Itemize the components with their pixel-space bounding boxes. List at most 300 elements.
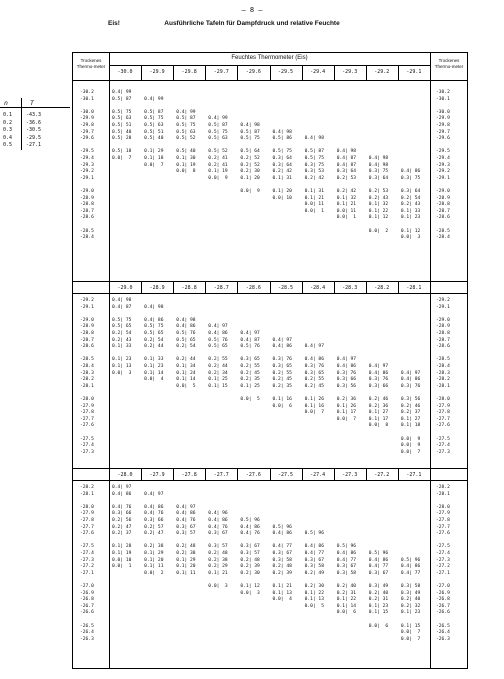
vapor-humidity-cell: 0.4| 86 bbox=[400, 564, 421, 570]
vapor-humidity-cell: 0.4| 97 bbox=[112, 485, 132, 490]
dry-temp-right: -30.0 bbox=[436, 109, 450, 115]
vapor-humidity-cell: 0.2| 55 bbox=[272, 370, 292, 376]
header-bottom-rule bbox=[72, 80, 468, 81]
vapor-humidity-cell: 0.4| 97 bbox=[336, 357, 357, 363]
vapor-humidity-cell: 0.5| 87 bbox=[144, 109, 164, 115]
vapor-humidity-cell: 0.1| 19 bbox=[176, 162, 196, 168]
vapor-humidity-cell: 0.3| 58 bbox=[400, 584, 421, 589]
vapor-humidity-cell: 0.0| 11 bbox=[336, 208, 357, 214]
dry-temp-left: -28.4 bbox=[80, 235, 94, 241]
vapor-humidity-cell: 0.1| 13 bbox=[112, 364, 132, 369]
vapor-humidity-cell: 0.1| 15 bbox=[400, 623, 421, 629]
column-rule bbox=[237, 65, 238, 80]
dry-temp-right: -27.8 bbox=[436, 410, 450, 416]
block-header-rule bbox=[72, 293, 468, 294]
column-rule bbox=[270, 65, 271, 80]
dry-temp-left: -29.1 bbox=[80, 304, 94, 310]
column-header: -28.8 bbox=[181, 285, 197, 291]
vapor-humidity-cell: 0.5| 87 bbox=[304, 149, 324, 155]
vapor-humidity-cell: 0.2| 41 bbox=[208, 156, 228, 161]
dry-temp-right: -28.4 bbox=[436, 364, 450, 369]
dry-temp-right: -29.1 bbox=[436, 304, 450, 310]
conv-divider bbox=[21, 98, 22, 150]
dry-temp-right: -27.2 bbox=[436, 564, 450, 570]
dry-temp-left: -29.0 bbox=[80, 317, 94, 323]
dry-temp-right: -26.3 bbox=[436, 636, 450, 642]
vapor-humidity-cell: 0.0| 1 bbox=[336, 215, 357, 221]
vapor-humidity-cell: 0.1| 29 bbox=[176, 557, 196, 563]
vapor-humidity-cell: 0.2| 35 bbox=[240, 377, 260, 383]
vapor-humidity-cell: 0.5| 75 bbox=[144, 324, 164, 330]
vapor-humidity-cell: 0.4| 98 bbox=[336, 149, 357, 155]
vapor-humidity-cell: 0.5| 75 bbox=[112, 109, 132, 115]
dry-temp-right: -30.1 bbox=[436, 96, 450, 102]
column-rule bbox=[334, 468, 335, 480]
vapor-humidity-cell: 0.1| 12 bbox=[400, 228, 421, 234]
column-header: -28.4 bbox=[310, 285, 326, 291]
dry-temp-left: -29.8 bbox=[80, 123, 94, 128]
column-header: -29.8 bbox=[181, 69, 197, 75]
dry-temp-left: -27.7 bbox=[80, 416, 94, 422]
vapor-humidity-cell: 0.2| 55 bbox=[240, 364, 260, 369]
vapor-humidity-cell: 0.0| 9 bbox=[208, 175, 228, 181]
dry-temp-right: -29.9 bbox=[436, 116, 450, 122]
vapor-humidity-cell: 0.0| 3 bbox=[400, 235, 421, 241]
vapor-humidity-cell: 0.0| 11 bbox=[304, 202, 324, 208]
vapor-humidity-cell: 0.4| 98 bbox=[176, 317, 196, 323]
dry-temp-left: -27.4 bbox=[80, 551, 94, 556]
column-rule bbox=[173, 468, 174, 480]
vapor-humidity-cell: 0.3| 67 bbox=[272, 551, 292, 556]
dry-temp-right: -29.3 bbox=[436, 162, 450, 168]
vapor-humidity-cell: 0.2| 46 bbox=[368, 397, 389, 402]
vapor-humidity-cell: 0.4| 76 bbox=[240, 531, 260, 537]
vapor-humidity-cell: 0.4| 87 bbox=[336, 156, 357, 161]
vapor-humidity-cell: 0.3| 56 bbox=[400, 397, 421, 402]
vapor-humidity-cell: 0.2| 57 bbox=[144, 524, 164, 530]
conv-t-cell: -29.5 bbox=[26, 134, 42, 141]
dry-temp-left: -28.7 bbox=[80, 337, 94, 343]
vapor-humidity-cell: 0.5| 75 bbox=[240, 136, 260, 142]
vapor-humidity-cell: 0.2| 30 bbox=[304, 584, 324, 589]
vapor-humidity-cell: 0.3| 53 bbox=[304, 169, 324, 175]
vapor-humidity-cell: 0.5| 87 bbox=[208, 123, 228, 128]
vapor-humidity-cell: 0.4| 76 bbox=[208, 524, 228, 530]
dry-temp-right: -28.2 bbox=[436, 485, 450, 490]
column-rule bbox=[270, 468, 271, 480]
vapor-humidity-cell: 0.2| 44 bbox=[176, 357, 196, 363]
vapor-humidity-cell: 0.4| 77 bbox=[304, 551, 324, 556]
dry-temp-right: -27.6 bbox=[436, 423, 450, 429]
vapor-humidity-cell: 0.4| 86 bbox=[368, 557, 389, 563]
dry-temp-right: -27.4 bbox=[436, 551, 450, 556]
vapor-humidity-cell: 0.2| 36 bbox=[336, 397, 357, 402]
vapor-humidity-cell: 0.4| 98 bbox=[112, 298, 132, 303]
vapor-humidity-cell: 0.3| 64 bbox=[368, 175, 389, 181]
vapor-humidity-cell: 0.2| 47 bbox=[144, 531, 164, 537]
dry-temp-left: -29.3 bbox=[80, 162, 94, 168]
vapor-humidity-cell: 0.1| 14 bbox=[144, 370, 164, 376]
column-rule bbox=[398, 468, 399, 480]
dry-temp-right: -28.2 bbox=[436, 377, 450, 383]
vapor-humidity-cell: 0.1| 16 bbox=[304, 403, 324, 409]
dry-temp-right: -27.6 bbox=[436, 531, 450, 537]
dry-temp-right: -29.1 bbox=[436, 175, 450, 181]
vapor-humidity-cell: 0.3| 66 bbox=[368, 383, 389, 389]
vapor-humidity-cell: 0.5| 75 bbox=[144, 116, 164, 122]
vapor-humidity-cell: 0.0| 6 bbox=[368, 623, 389, 629]
vapor-humidity-cell: 0.3| 64 bbox=[272, 156, 292, 161]
vapor-humidity-cell: 0.1| 20 bbox=[272, 189, 292, 194]
vapor-humidity-cell: 0.1| 23 bbox=[368, 603, 389, 609]
vapor-humidity-cell: 0.0| 4 bbox=[272, 597, 292, 603]
vapor-humidity-cell: 0.4| 86 bbox=[176, 324, 196, 330]
vapor-humidity-cell: 0.4| 87 bbox=[112, 304, 132, 310]
conv-head-t: T bbox=[30, 99, 34, 107]
vapor-humidity-cell: 0.2| 44 bbox=[208, 364, 228, 369]
vapor-humidity-cell: 0.2| 39 bbox=[272, 570, 292, 576]
conv-n-cell: 0.2 bbox=[3, 119, 13, 126]
dry-temp-left: -26.7 bbox=[80, 603, 94, 609]
vapor-humidity-cell: 0.1| 32 bbox=[368, 202, 389, 208]
vapor-humidity-cell: 0.1| 11 bbox=[176, 570, 196, 576]
vapor-humidity-cell: 0.2| 38 bbox=[176, 551, 196, 556]
vapor-humidity-cell: 0.1| 23 bbox=[144, 364, 164, 369]
vapor-humidity-cell: 0.4| 77 bbox=[400, 570, 421, 576]
dry-temp-right: -29.7 bbox=[436, 129, 450, 135]
vapor-humidity-cell: 0.4| 99 bbox=[112, 90, 132, 95]
vapor-humidity-cell: 0.0| 7 bbox=[400, 449, 421, 455]
vapor-humidity-cell: 0.1| 31 bbox=[304, 189, 324, 194]
column-header: -29.1 bbox=[406, 69, 422, 75]
column-header: -27.3 bbox=[342, 472, 358, 478]
table-right-rule bbox=[467, 52, 468, 669]
conv-t-cell: -36.6 bbox=[26, 119, 42, 126]
vapor-humidity-cell: 0.2| 53 bbox=[368, 189, 389, 194]
dry-temp-left: -27.4 bbox=[80, 443, 94, 449]
vapor-humidity-cell: 0.5| 18 bbox=[112, 149, 132, 155]
column-rule bbox=[398, 281, 399, 293]
vapor-humidity-cell: 0.1| 21 bbox=[304, 195, 324, 201]
vapor-humidity-cell: 0.0| 5 bbox=[240, 397, 260, 402]
vapor-humidity-cell: 0.4| 86 bbox=[176, 511, 196, 517]
dry-temp-left: -27.2 bbox=[80, 564, 94, 570]
dry-temp-left: -28.1 bbox=[80, 383, 94, 389]
vapor-humidity-cell: 0.3| 57 bbox=[240, 551, 260, 556]
vapor-humidity-cell: 0.2| 42 bbox=[304, 175, 324, 181]
vapor-humidity-cell: 0.2| 54 bbox=[400, 195, 421, 201]
vapor-humidity-cell: 0.1| 27 bbox=[400, 416, 421, 422]
dry-temp-left: -27.9 bbox=[80, 403, 94, 409]
page-header bbox=[0, 20, 504, 27]
vapor-humidity-cell: 0.5| 63 bbox=[176, 129, 196, 135]
vapor-humidity-cell: 0.0| 7 bbox=[400, 636, 421, 642]
vapor-humidity-cell: 0.1| 20 bbox=[144, 557, 164, 563]
vapor-humidity-cell: 0.4| 86 bbox=[144, 504, 164, 510]
vapor-humidity-cell: 0.2| 36 bbox=[368, 403, 389, 409]
vapor-humidity-cell: 0.3| 67 bbox=[336, 564, 357, 570]
column-rule bbox=[237, 281, 238, 293]
vapor-humidity-cell: 0.4| 97 bbox=[400, 370, 421, 376]
vapor-humidity-cell: 0.5| 87 bbox=[176, 116, 196, 122]
vapor-humidity-cell: 0.2| 52 bbox=[240, 156, 260, 161]
column-header: -27.1 bbox=[406, 472, 422, 478]
vapor-humidity-cell: 0.1| 23 bbox=[112, 357, 132, 363]
vapor-humidity-cell: 0.2| 55 bbox=[304, 377, 324, 383]
dry-temp-right: -28.7 bbox=[436, 208, 450, 214]
vapor-humidity-cell: 0.4| 86 bbox=[208, 518, 228, 523]
vapor-humidity-cell: 0.4| 97 bbox=[144, 491, 164, 497]
vapor-humidity-cell: 0.4| 86 bbox=[336, 551, 357, 556]
vapor-humidity-cell: 0.5| 87 bbox=[112, 96, 132, 102]
vapor-humidity-cell: 0.2| 40 bbox=[368, 590, 389, 596]
column-header: -29.5 bbox=[277, 69, 294, 75]
dry-temp-right: -26.5 bbox=[436, 623, 450, 629]
vapor-humidity-cell: 0.3| 58 bbox=[304, 564, 324, 570]
vapor-humidity-cell: 0.1| 33 bbox=[112, 344, 132, 350]
table-title: Feuchtes Thermometer (Eis) bbox=[231, 55, 308, 61]
vapor-humidity-cell: 0.1| 18 bbox=[400, 423, 421, 429]
vapor-humidity-cell: 0.4| 86 bbox=[400, 377, 421, 383]
vapor-humidity-cell: 0.5| 96 bbox=[368, 551, 389, 556]
vapor-humidity-cell: 0.5| 63 bbox=[112, 116, 132, 122]
vapor-humidity-cell: 0.2| 38 bbox=[208, 557, 228, 563]
vapor-humidity-cell: 0.4| 77 bbox=[368, 564, 389, 570]
vapor-humidity-cell: 0.0| 3 bbox=[208, 584, 228, 589]
page-number: — 8 — bbox=[241, 6, 263, 14]
vapor-humidity-cell: 0.5| 75 bbox=[272, 149, 292, 155]
dry-temp-right: -29.2 bbox=[436, 298, 450, 303]
vapor-humidity-cell: 0.4| 77 bbox=[336, 557, 357, 563]
vapor-humidity-cell: 0.0| 7 bbox=[112, 156, 132, 161]
dry-temp-left: -27.8 bbox=[80, 518, 94, 523]
column-header: -28.5 bbox=[277, 285, 294, 291]
vapor-humidity-cell: 0.0| 2 bbox=[368, 228, 389, 234]
column-rule bbox=[366, 65, 367, 80]
vapor-humidity-cell: 0.4| 86 bbox=[144, 317, 164, 323]
vapor-humidity-cell: 0.2| 35 bbox=[272, 383, 292, 389]
vapor-humidity-cell: 0.4| 86 bbox=[336, 364, 357, 369]
vapor-humidity-cell: 0.2| 48 bbox=[176, 544, 196, 550]
dry-temp-right: -27.8 bbox=[436, 518, 450, 523]
vapor-humidity-cell: 0.3| 49 bbox=[368, 584, 389, 589]
column-header: -27.9 bbox=[149, 472, 165, 478]
dry-temp-left: -28.1 bbox=[80, 491, 94, 497]
column-rule bbox=[141, 281, 142, 293]
vapor-humidity-cell: 0.2| 43 bbox=[400, 202, 421, 208]
vapor-humidity-cell: 0.0| 7 bbox=[144, 162, 164, 168]
vapor-humidity-cell: 0.5| 51 bbox=[112, 123, 132, 128]
dry-temp-left: -28.9 bbox=[80, 324, 94, 330]
dry-temp-left: -28.6 bbox=[80, 215, 94, 221]
dry-temp-left: -28.2 bbox=[80, 377, 94, 383]
dry-temp-left: -29.0 bbox=[80, 189, 94, 194]
vapor-humidity-cell: 0.3| 65 bbox=[304, 370, 324, 376]
conv-head-n: n bbox=[4, 99, 8, 107]
vapor-humidity-cell: 0.0| 2 bbox=[144, 570, 164, 576]
column-rule bbox=[366, 468, 367, 480]
vapor-humidity-cell: 0.3| 76 bbox=[304, 364, 324, 369]
dry-temp-left: -28.8 bbox=[80, 202, 94, 208]
column-header: -28.0 bbox=[117, 472, 133, 478]
vapor-humidity-cell: 0.5| 64 bbox=[240, 149, 260, 155]
vapor-humidity-cell: 0.2| 31 bbox=[336, 590, 357, 596]
vapor-humidity-cell: 0.2| 39 bbox=[240, 564, 260, 570]
vapor-humidity-cell: 0.2| 48 bbox=[208, 551, 228, 556]
dry-temp-right: -28.8 bbox=[436, 331, 450, 336]
column-header: -29.7 bbox=[213, 69, 229, 75]
vapor-humidity-cell: 0.1| 18 bbox=[144, 156, 164, 161]
dry-temp-right: -27.0 bbox=[436, 584, 450, 589]
dry-temp-left: -28.0 bbox=[80, 504, 94, 510]
vapor-humidity-cell: 0.3| 58 bbox=[336, 570, 357, 576]
vapor-humidity-cell: 0.5| 75 bbox=[304, 156, 324, 161]
vapor-humidity-cell: 0.2| 29 bbox=[208, 564, 228, 570]
vapor-humidity-cell: 0.1| 29 bbox=[144, 551, 164, 556]
dry-temp-right: -28.7 bbox=[436, 337, 450, 343]
vapor-humidity-cell: 0.3| 66 bbox=[336, 377, 357, 383]
vapor-humidity-cell: 0.0| 6 bbox=[336, 610, 357, 616]
vapor-humidity-cell: 0.5| 86 bbox=[272, 136, 292, 142]
vapor-humidity-cell: 0.4| 86 bbox=[400, 169, 421, 175]
vapor-humidity-cell: 0.0| 3 bbox=[240, 590, 260, 596]
dry-temp-left: -30.1 bbox=[80, 96, 94, 102]
vapor-humidity-cell: 0.5| 40 bbox=[144, 136, 164, 142]
vapor-humidity-cell: 0.1| 25 bbox=[240, 383, 260, 389]
vapor-humidity-cell: 0.0| 7 bbox=[304, 410, 324, 416]
vapor-humidity-cell: 0.2| 48 bbox=[240, 557, 260, 563]
dry-temp-left: -28.7 bbox=[80, 208, 94, 214]
column-header: -28.3 bbox=[342, 285, 358, 291]
vapor-humidity-cell: 0.2| 47 bbox=[112, 524, 132, 530]
conv-t-cell: -27.1 bbox=[26, 142, 42, 148]
conv-n-cell: 0.5 bbox=[3, 142, 13, 148]
conv-n-cell: 0.4 bbox=[3, 134, 13, 141]
vapor-humidity-cell: 0.2| 31 bbox=[368, 597, 389, 603]
vapor-humidity-cell: 0.1| 23 bbox=[400, 610, 421, 616]
vapor-humidity-cell: 0.5| 65 bbox=[144, 331, 164, 336]
vapor-humidity-cell: 0.1| 27 bbox=[368, 410, 389, 416]
vapor-humidity-cell: 0.4| 87 bbox=[240, 337, 260, 343]
vapor-humidity-cell: 0.3| 66 bbox=[112, 511, 132, 517]
column-rule bbox=[141, 65, 142, 80]
column-rule bbox=[141, 468, 142, 480]
column-rule bbox=[173, 65, 174, 80]
vapor-humidity-cell: 0.2| 41 bbox=[208, 162, 228, 168]
vapor-humidity-cell: 0.0| 7 bbox=[400, 630, 421, 636]
vapor-humidity-cell: 0.1| 16 bbox=[272, 397, 292, 402]
vapor-humidity-cell: 0.4| 86 bbox=[304, 544, 324, 550]
vapor-humidity-cell: 0.4| 98 bbox=[368, 162, 389, 168]
column-header: -27.7 bbox=[213, 472, 229, 478]
vapor-humidity-cell: 0.2| 40 bbox=[336, 584, 357, 589]
dry-temp-left: -28.4 bbox=[80, 364, 94, 369]
vapor-humidity-cell: 0.4| 98 bbox=[304, 136, 324, 142]
dry-temp-left: -26.5 bbox=[80, 623, 94, 629]
vapor-humidity-cell: 0.4| 86 bbox=[304, 357, 324, 363]
column-header: -29.0 bbox=[117, 285, 133, 291]
column-rule bbox=[205, 281, 206, 293]
vapor-humidity-cell: 0.1| 29 bbox=[144, 149, 164, 155]
vapor-humidity-cell: 0.1| 31 bbox=[272, 175, 292, 181]
dry-temp-left: -29.7 bbox=[80, 129, 94, 135]
dry-temp-left: -28.5 bbox=[80, 357, 94, 363]
stub-right-rule bbox=[430, 52, 431, 669]
dry-temp-left: -28.5 bbox=[80, 228, 94, 234]
vapor-humidity-cell: 0.5| 75 bbox=[176, 123, 196, 128]
vapor-humidity-cell: 0.2| 56 bbox=[112, 518, 132, 523]
vapor-humidity-cell: 0.2| 48 bbox=[272, 564, 292, 570]
vapor-humidity-cell: 0.2| 52 bbox=[240, 162, 260, 168]
vapor-humidity-cell: 0.0| 10 bbox=[272, 195, 292, 201]
column-header: -29.4 bbox=[310, 69, 326, 75]
vapor-humidity-cell: 0.1| 19 bbox=[208, 169, 228, 175]
vapor-humidity-cell: 0.1| 32 bbox=[336, 195, 357, 201]
vapor-humidity-cell: 0.2| 49 bbox=[304, 570, 324, 576]
vapor-humidity-cell: 0.5| 51 bbox=[144, 129, 164, 135]
vapor-humidity-cell: 0.4| 86 bbox=[272, 344, 292, 350]
column-header: -29.3 bbox=[342, 69, 358, 75]
right-stub-label: Trockenes Thermo-meter bbox=[434, 58, 464, 69]
dry-temp-left: -27.1 bbox=[80, 570, 94, 576]
vapor-humidity-cell: 0.3| 67 bbox=[304, 557, 324, 563]
vapor-humidity-cell: 0.1| 26 bbox=[336, 403, 357, 409]
vapor-humidity-cell: 0.4| 86 bbox=[240, 524, 260, 530]
dry-temp-right: -29.5 bbox=[436, 149, 450, 155]
vapor-humidity-cell: 0.1| 14 bbox=[176, 377, 196, 383]
vapor-humidity-cell: 0.4| 76 bbox=[112, 504, 132, 510]
dry-temp-right: -28.4 bbox=[436, 235, 450, 241]
dry-temp-right: -28.0 bbox=[436, 504, 450, 510]
dry-temp-left: -29.1 bbox=[80, 175, 94, 181]
vapor-humidity-cell: 0.1| 15 bbox=[368, 610, 389, 616]
column-header: -27.2 bbox=[374, 472, 390, 478]
vapor-humidity-cell: 0.4| 98 bbox=[368, 156, 389, 161]
dry-temp-right: -26.4 bbox=[436, 630, 450, 636]
vapor-humidity-cell: 0.3| 67 bbox=[240, 544, 260, 550]
dry-temp-left: -29.4 bbox=[80, 156, 94, 161]
header-title: Ausführliche Tafeln für Dampfdruck und relative Feuchte bbox=[164, 20, 340, 27]
column-rule bbox=[302, 281, 303, 293]
vapor-humidity-cell: 0.4| 86 bbox=[272, 531, 292, 537]
vapor-humidity-cell: 0.4| 97 bbox=[176, 504, 196, 510]
vapor-humidity-cell: 0.2| 34 bbox=[208, 370, 228, 376]
vapor-humidity-cell: 0.5| 75 bbox=[112, 317, 132, 323]
dry-temp-right: -27.1 bbox=[436, 570, 450, 576]
dry-temp-left: -27.8 bbox=[80, 410, 94, 416]
column-header: -29.2 bbox=[374, 69, 390, 75]
dry-temp-right: -30.2 bbox=[436, 90, 450, 95]
vapor-humidity-cell: 0.4| 86 bbox=[112, 491, 132, 497]
vapor-humidity-cell: 0.0| 3 bbox=[112, 370, 132, 376]
vapor-humidity-cell: 0.1| 34 bbox=[176, 364, 196, 369]
dry-temp-left: -27.7 bbox=[80, 524, 94, 530]
vapor-humidity-cell: 0.1| 21 bbox=[336, 202, 357, 208]
column-rule bbox=[302, 468, 303, 480]
dry-temp-right: -27.9 bbox=[436, 511, 450, 517]
dry-temp-right: -27.7 bbox=[436, 524, 450, 530]
vapor-humidity-cell: 0.4| 86 bbox=[368, 370, 389, 376]
column-rule bbox=[302, 65, 303, 80]
dry-temp-right: -28.9 bbox=[436, 195, 450, 201]
vapor-humidity-cell: 0.5| 96 bbox=[336, 544, 357, 550]
column-header: -27.8 bbox=[181, 472, 197, 478]
dry-temp-right: -28.8 bbox=[436, 202, 450, 208]
vapor-humidity-cell: 0.3| 67 bbox=[368, 570, 389, 576]
dry-temp-right: -27.3 bbox=[436, 449, 450, 455]
vapor-humidity-cell: 0.5| 87 bbox=[240, 129, 260, 135]
dry-temp-left: -27.6 bbox=[80, 423, 94, 429]
